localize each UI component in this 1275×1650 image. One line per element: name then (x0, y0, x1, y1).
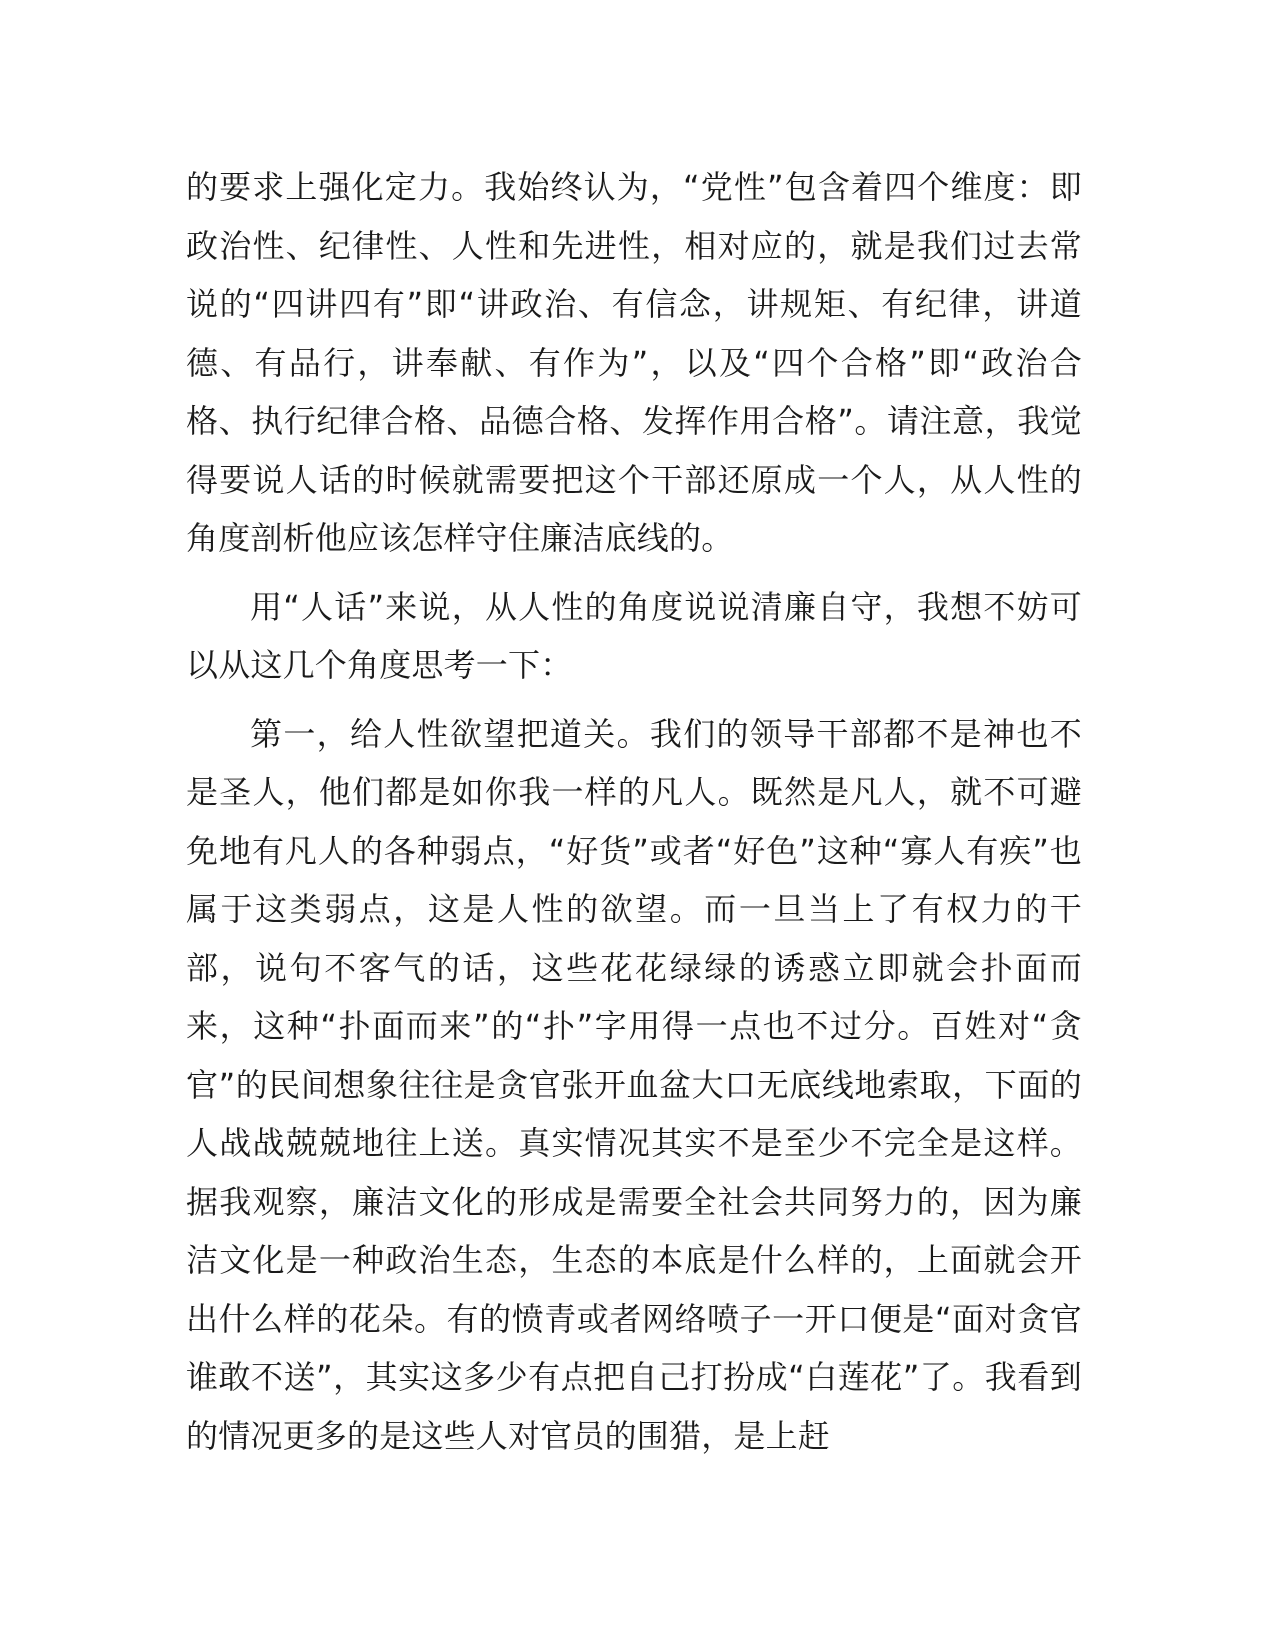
paragraph-point-one: 第一，给人性欲望把道关。我们的领导干部都不是神也不是圣人，他们都是如你我一样的凡人。既然是凡人，就不可避免地有凡人的各种弱点，“好货”或者“好色”这种“寡人有疾”也属于这类弱点，这是人性的欲望。而一旦当上了有权力的干部，说句不客气的话，这些花花绿绿的诱惑立即就会扑面而来，这种“扑面而来”的“扑”字用得一点也不过分。百姓对“贪官”的民间想象往往是贪官张开血盆大口无底线地索取，下面的人战战兢兢地往上送。真实情况其实不是至少不完全是这样。据我观察，廉洁文化的形成是需要全社会共同努力的，因为廉洁文化是一种政治生态，生态的本底是什么样的，上面就会开出什么样的花朵。有的愤青或者网络喷子一开口便是“面对贪官谁敢不送”，其实这多少有点把自己打扮成“白莲花”了。我看到的情况更多的是这些人对官员的围猎，是上赶 (186, 714, 1082, 1455)
paragraph-continuation: 的要求上强化定力。我始终认为，“党性”包含着四个维度：即政治性、纪律性、人性和先进性，相对应的，就是我们过去常说的“四讲四有”即“讲政治、有信念，讲规矩、有纪律，讲道德、有品行，讲奉献、有作为”，以及“四个合格”即“政治合格、执行纪律合格、品德合格、发挥作用合格”。请注意，我觉得要说人话的时候就需要把这个干部还原成一个人，从人性的角度剖析他应该怎样守住廉洁底线的。 (186, 168, 1082, 557)
paragraph-intro: 用“人话”来说，从人性的角度说说清廉自守，我想不妨可以从这几个角度思考一下： (186, 587, 1082, 684)
document-body (186, 158, 1082, 1475)
